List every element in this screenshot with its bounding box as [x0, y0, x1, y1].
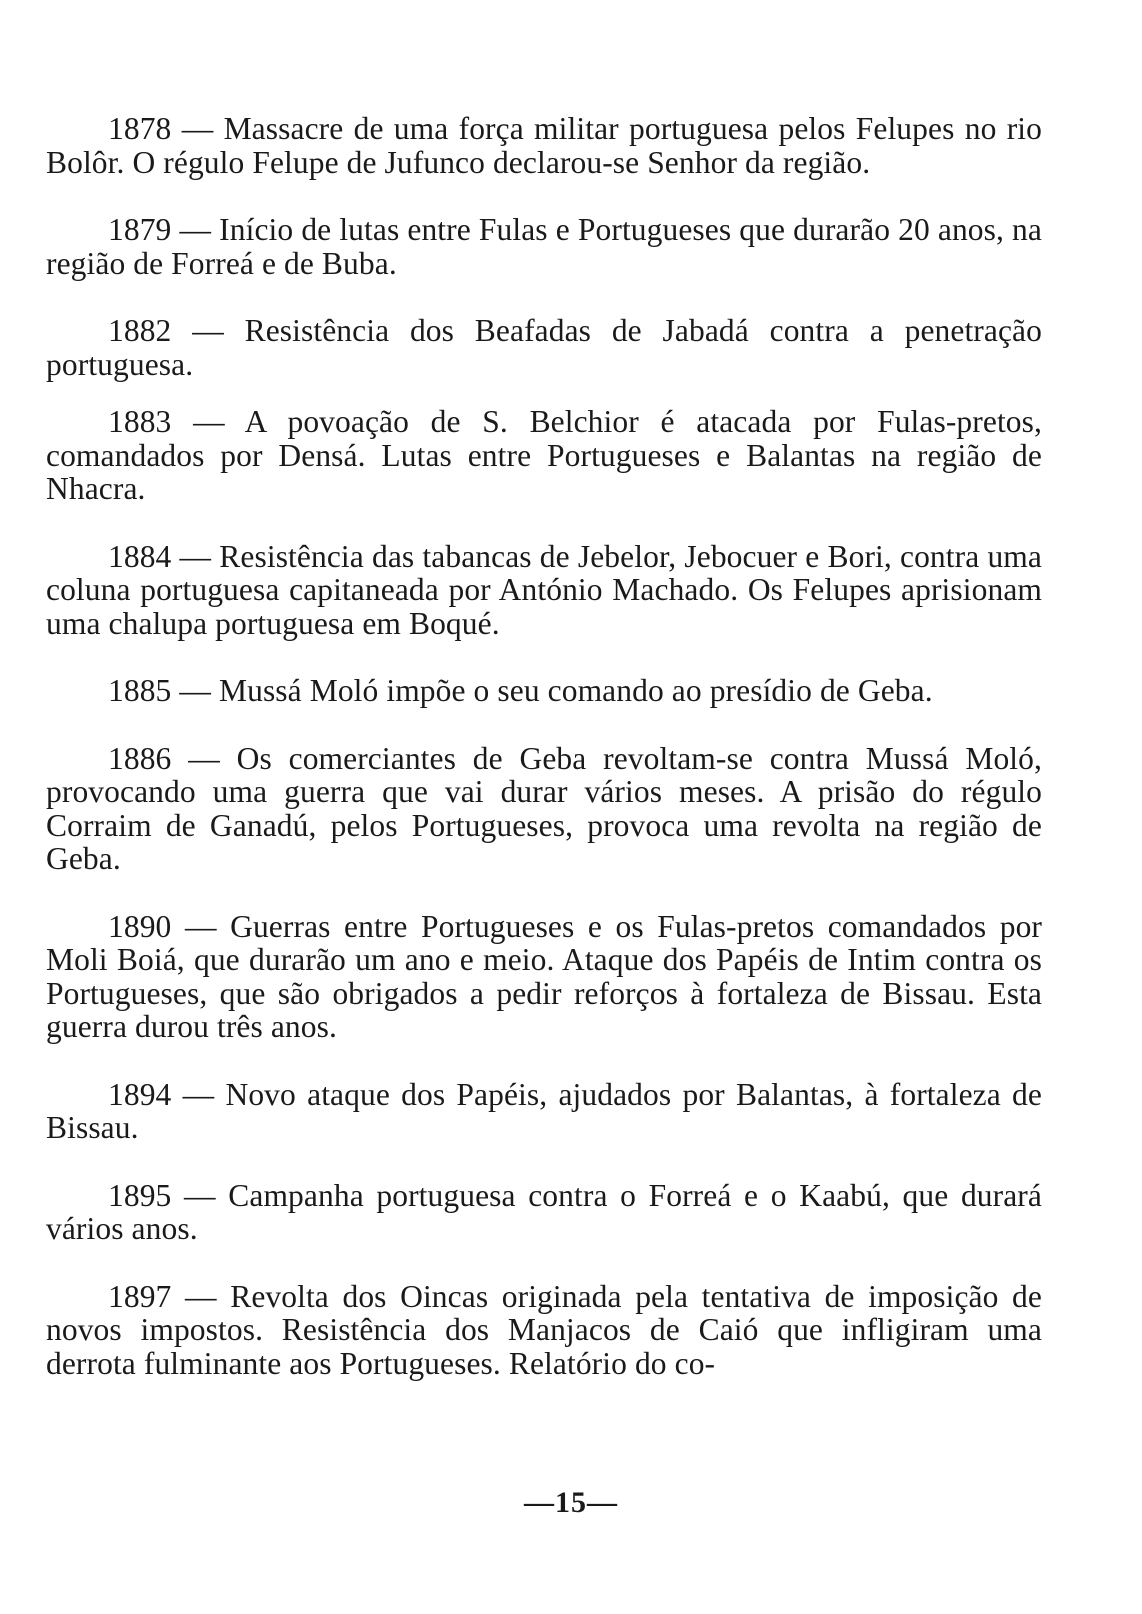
entry-dash: — [188, 740, 220, 776]
entry-text: Os comerciantes de Geba revoltam-se contra Mussá Moló, provocando uma guerra que vai durar vários meses. A prisão do régulo Corraim de Ganadú, pelos Portugueses, provoca uma revolta na região de Geba. [46, 740, 1042, 876]
entry-text: Resistência dos Beafadas de Jabadá contra a penetração portuguesa. [46, 313, 1042, 382]
entry-year: 1894 [108, 1076, 172, 1112]
entry-year: 1885 [108, 673, 172, 708]
entry-text: Início de lutas entre Fulas e Portugueses que durarão 20 anos, na região de Forreá e de Buba. [46, 212, 1042, 281]
chronology-entry-1878 [46, 112, 1042, 179]
entry-year: 1882 [108, 313, 172, 348]
chronology-entry-1885 [46, 674, 1042, 708]
entry-text: Revolta dos Oincas originada pela tentativa de imposição de novos impostos. Resistência dos Manjacos de Caió que infligiram uma derrota fulminante aos Portugueses. Relatório do co- [46, 1278, 1042, 1381]
chronology-entry-1897 [46, 1280, 1042, 1381]
entry-year: 1897 [108, 1278, 172, 1314]
entry-text: Campanha portuguesa contra o Forreá e o Kaabú, que durará vários anos. [46, 1177, 1042, 1246]
entry-year: 1879 [108, 212, 172, 247]
document-page [46, 112, 1042, 1380]
entry-year: 1884 [108, 538, 172, 574]
entry-year: 1883 [108, 404, 172, 439]
entry-dash: — [184, 908, 217, 944]
chronology-entry-1884 [46, 540, 1042, 641]
entry-text: Massacre de uma força militar portuguesa pelos Felupes no rio Bolôr. O régulo Felupe de Jufunco declarou-se Senhor da região. [46, 111, 1042, 180]
chronology-entry-1883 [46, 405, 1042, 506]
entry-dash: — [181, 111, 214, 146]
chronology-entry-1895 [46, 1179, 1042, 1246]
entry-year: 1878 [108, 111, 172, 146]
chronology-entry-1882 [46, 314, 1042, 381]
entry-text: A povoação de S. Belchior é atacada por Fulas-pretos, comandados por Densá. Lutas entre Portugueses e Balantas na região de Nhacra. [46, 404, 1042, 506]
chronology-entry-1894 [46, 1078, 1042, 1145]
entry-dash: — [192, 313, 224, 348]
page-number: —15— [524, 1486, 618, 1519]
entry-dash: — [185, 1278, 217, 1314]
chronology-entry-1879 [46, 213, 1042, 280]
chronology-entry-1890 [46, 910, 1042, 1044]
entry-dash: — [179, 673, 211, 708]
entry-year: 1895 [108, 1177, 172, 1213]
entry-text: Novo ataque dos Papéis, ajudados por Balantas, à fortaleza de Bissau. [46, 1076, 1042, 1145]
entry-text: Guerras entre Portugueses e os Fulas-pretos comandados por Moli Boiá, que durarão um ano e meio. Ataque dos Papéis de Intim contra os Portugueses, que são obrigados a pedir reforços à fortaleza de Bissau. Esta guerra durou três anos. [46, 908, 1043, 1044]
entry-year: 1886 [108, 740, 172, 776]
entry-dash: — [179, 212, 212, 247]
entry-dash: — [184, 1177, 216, 1213]
entry-year: 1890 [108, 908, 172, 944]
entry-dash: — [182, 1076, 215, 1112]
entry-text: Resistência das tabancas de Jebelor, Jebocuer e Bori, contra uma coluna portuguesa capitaneada por António Machado. Os Felupes aprisionam uma chalupa portuguesa em Boqué. [46, 538, 1042, 641]
chronology-entry-1886 [46, 742, 1042, 876]
entry-text: Mussá Moló impõe o seu comando ao presídio de Geba. [218, 673, 933, 708]
entry-dash: — [179, 538, 212, 574]
entry-dash: — [193, 404, 225, 439]
